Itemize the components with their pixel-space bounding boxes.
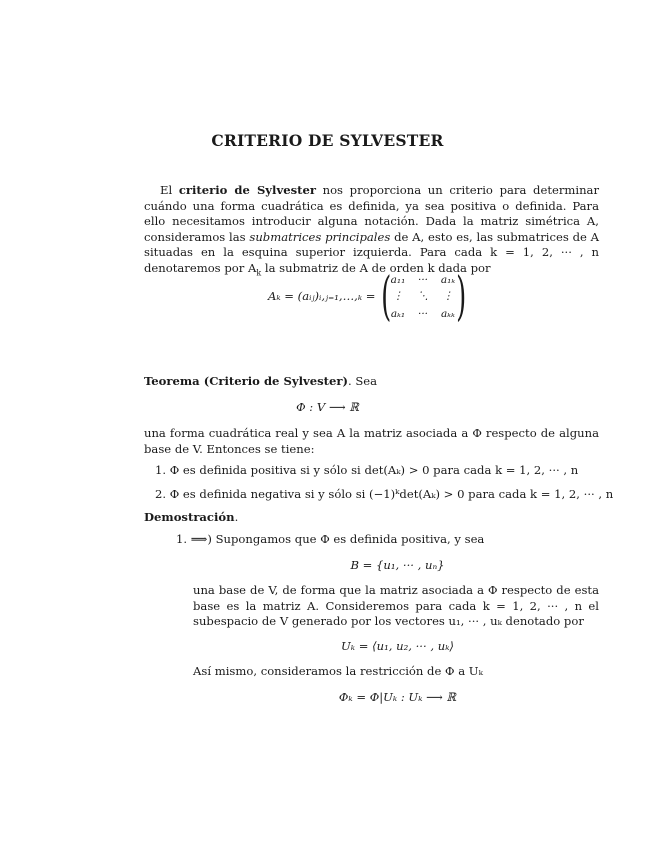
left-paren: ( — [381, 267, 392, 327]
theorem-heading-suffix: . Sea — [347, 374, 378, 388]
intro-term-italic: submatrices principales — [249, 229, 391, 244]
basis-formula: B = {u₁, ··· , uₙ} — [350, 558, 445, 572]
intro-text-a: El — [160, 183, 179, 197]
proof-paragraph-2: una base de V, de forma que la matriz asociada a Φ respecto de esta base es la matriz A. Consideremos para cada k = 1, 2, ··· , n el subespacio de V generado por los vectores u₁, ··· , uₖ denotado por — [193, 583, 599, 629]
matrix-cell: ⋮ — [392, 290, 404, 302]
proof-paragraph-3: Así mismo, consideramos la restricción de Φ a Uₖ — [193, 664, 483, 678]
submatrix-lhs: Aₖ = (aᵢⱼ)ᵢ,ⱼ₌₁,…,ₖ = — [268, 289, 376, 303]
matrix-cell: a₁₁ — [390, 274, 406, 286]
matrix-cell: aₖₖ — [441, 308, 455, 320]
matrix-cell: ⋱ — [417, 290, 429, 302]
theorem-item-1: 1. Φ es definida positiva si y sólo si det(Aₖ) > 0 para cada k = 1, 2, ··· , n — [155, 463, 579, 477]
page-title: CRITERIO DE SYLVESTER — [211, 131, 444, 150]
matrix-cell: ··· — [417, 308, 428, 320]
matrix-cell: a₁ₖ — [440, 274, 456, 286]
intro-text-b: nos proporciona un criterio para determinar cuándo una forma cuadrática es definida, ya sea positiva o definida. Para ello necesitamos introducir alguna notación. Dada la matriz simétrica A, consideramos las — [144, 183, 600, 244]
proof-step-1: 1. ⟹) Supongamos que Φ es definida positiva, y sea — [176, 532, 485, 546]
proof-heading-line — [144, 510, 599, 526]
subspace-formula: Uₖ = ⟨u₁, u₂, ··· , uₖ⟩ — [341, 639, 454, 653]
right-paren: ) — [456, 267, 467, 327]
matrix-cell: ··· — [417, 274, 428, 286]
proof-heading-suffix: . — [234, 510, 239, 524]
theorem-heading-line — [144, 374, 599, 390]
theorem-heading: Teorema (Criterio de Sylvester) — [144, 374, 348, 388]
intro-text-c: de A, esto es, las submatrices de A situadas en la esquina superior izquierda. Para cada k = 1, 2, ··· , n denotaremos por A — [144, 229, 600, 275]
theorem-item-2: 2. Φ es definida negativa si y sólo si (−1)ᵏdet(Aₖ) > 0 para cada k = 1, 2, ··· , n — [155, 487, 614, 501]
restriction-formula: Φₖ = Φ|Uₖ : Uₖ ⟶ ℝ — [338, 690, 457, 704]
intro-subscript: k — [256, 268, 262, 278]
theorem-map: Φ : V ⟶ ℝ — [296, 400, 359, 414]
intro-text-d: la submatriz de A de orden k dada por — [261, 260, 491, 275]
theorem-text: una forma cuadrática real y sea A la matriz asociada a Φ respecto de alguna base de V. Entonces se tiene: — [144, 426, 599, 456]
proof-heading: Demostración — [144, 510, 235, 524]
submatrix-definition — [268, 267, 478, 327]
intro-term-bold: criterio de Sylvester — [178, 183, 316, 197]
matrix-cell: ⋮ — [442, 290, 454, 302]
matrix-cell: aₖ₁ — [390, 308, 406, 320]
intro-paragraph — [144, 183, 599, 281]
